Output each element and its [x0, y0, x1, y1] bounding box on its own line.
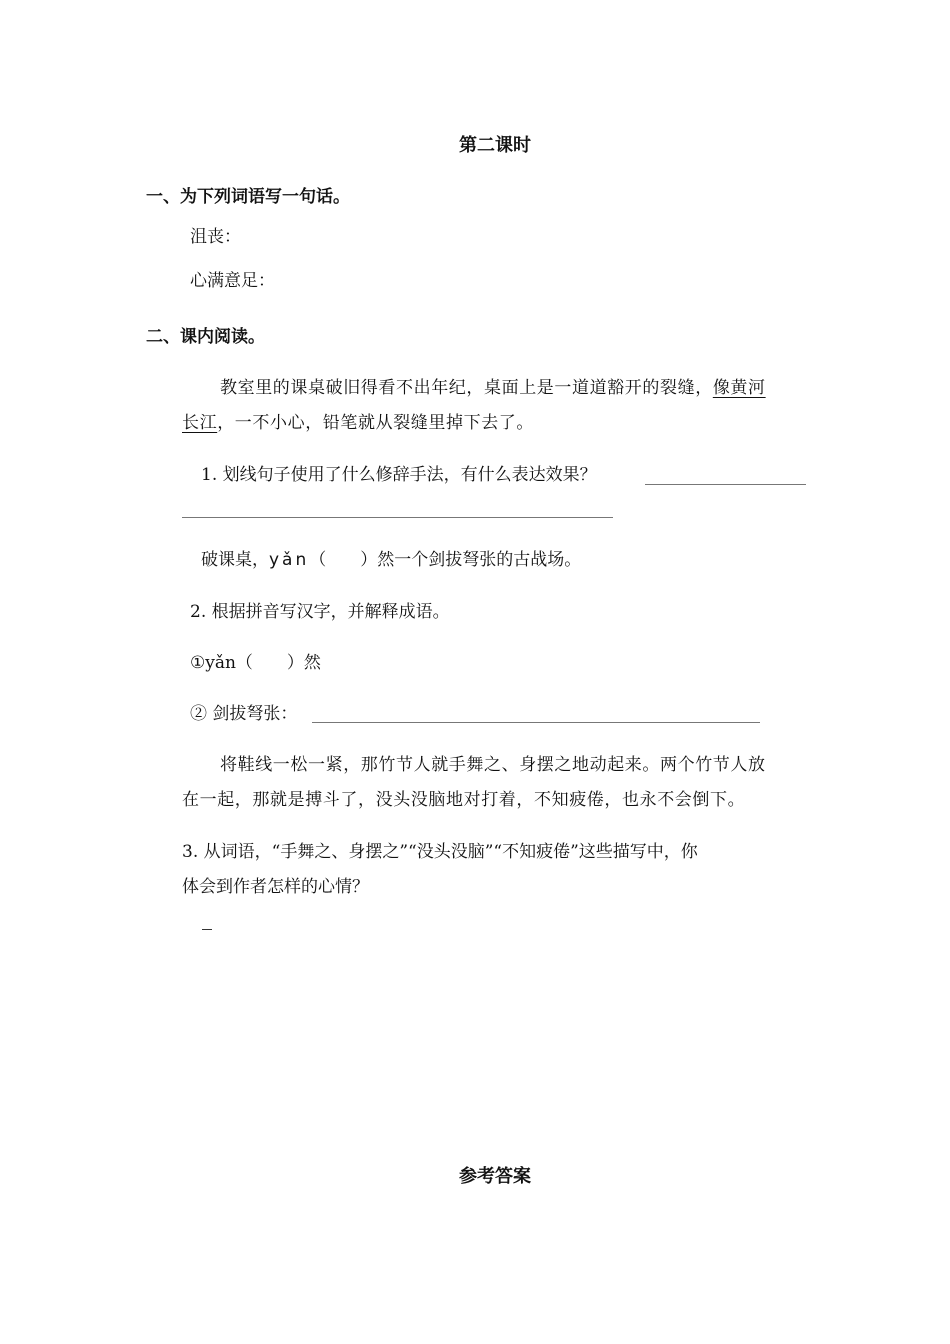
- passage1-line2: [182, 415, 534, 432]
- section1-heading: 一、为下列词语写一句话。: [146, 187, 350, 207]
- passage1-line1: [220, 380, 766, 397]
- answer-line-q1-a: [645, 484, 806, 485]
- question-2-item-1: ①yǎn（ ）然: [190, 653, 321, 673]
- answer-dash-q3: [202, 929, 212, 930]
- lesson-title: 第二课时: [459, 135, 531, 156]
- passage1-text-b: ，一不小心，铅笔就从裂缝里掉下去了。: [217, 413, 535, 433]
- answer-line-q2: [312, 722, 760, 723]
- passage2-line1: 将鞋线一松一紧，那竹节人就手舞之、身摆之地动起来。两个竹节人放: [220, 755, 766, 775]
- section2-heading: 二、课内阅读。: [146, 327, 265, 347]
- passage1-underlined-b: 长江: [182, 413, 218, 433]
- fill-sentence-a: 破课桌，: [201, 550, 269, 570]
- passage1-underlined-a: 像黄河: [712, 378, 766, 398]
- question-2-item-2: ② 剑拔弩张：: [190, 704, 298, 724]
- fill-sentence-b: （ ）然一个剑拔弩张的古战场。: [309, 550, 582, 570]
- question-3-line1: 3. 从词语，“手舞之、身摆之”“没头没脑”“不知疲倦”这些描写中，你: [182, 842, 698, 862]
- question-1: 1. 划线句子使用了什么修辞手法，有什么表达效果？: [201, 465, 597, 485]
- question-3-line2: 体会到作者怎样的心情？: [182, 877, 369, 897]
- fill-sentence-pinyin: yǎn: [269, 550, 310, 570]
- question-2: 2. 根据拼音写汉字，并解释成语。: [190, 602, 450, 622]
- passage2-line2: 在一起，那就是搏斗了，没头没脑地对打着，不知疲倦，也永不会倒下。: [182, 790, 746, 810]
- answer-title: 参考答案: [459, 1166, 531, 1187]
- section1-item-2: 心满意足：: [190, 271, 275, 291]
- fill-sentence: [201, 552, 581, 569]
- answer-line-q1-b: [182, 517, 613, 518]
- section1-item-1: 沮丧：: [190, 227, 241, 247]
- passage1-text-a: 教室里的课桌破旧得看不出年纪，桌面上是一道道豁开的裂缝，: [220, 378, 713, 398]
